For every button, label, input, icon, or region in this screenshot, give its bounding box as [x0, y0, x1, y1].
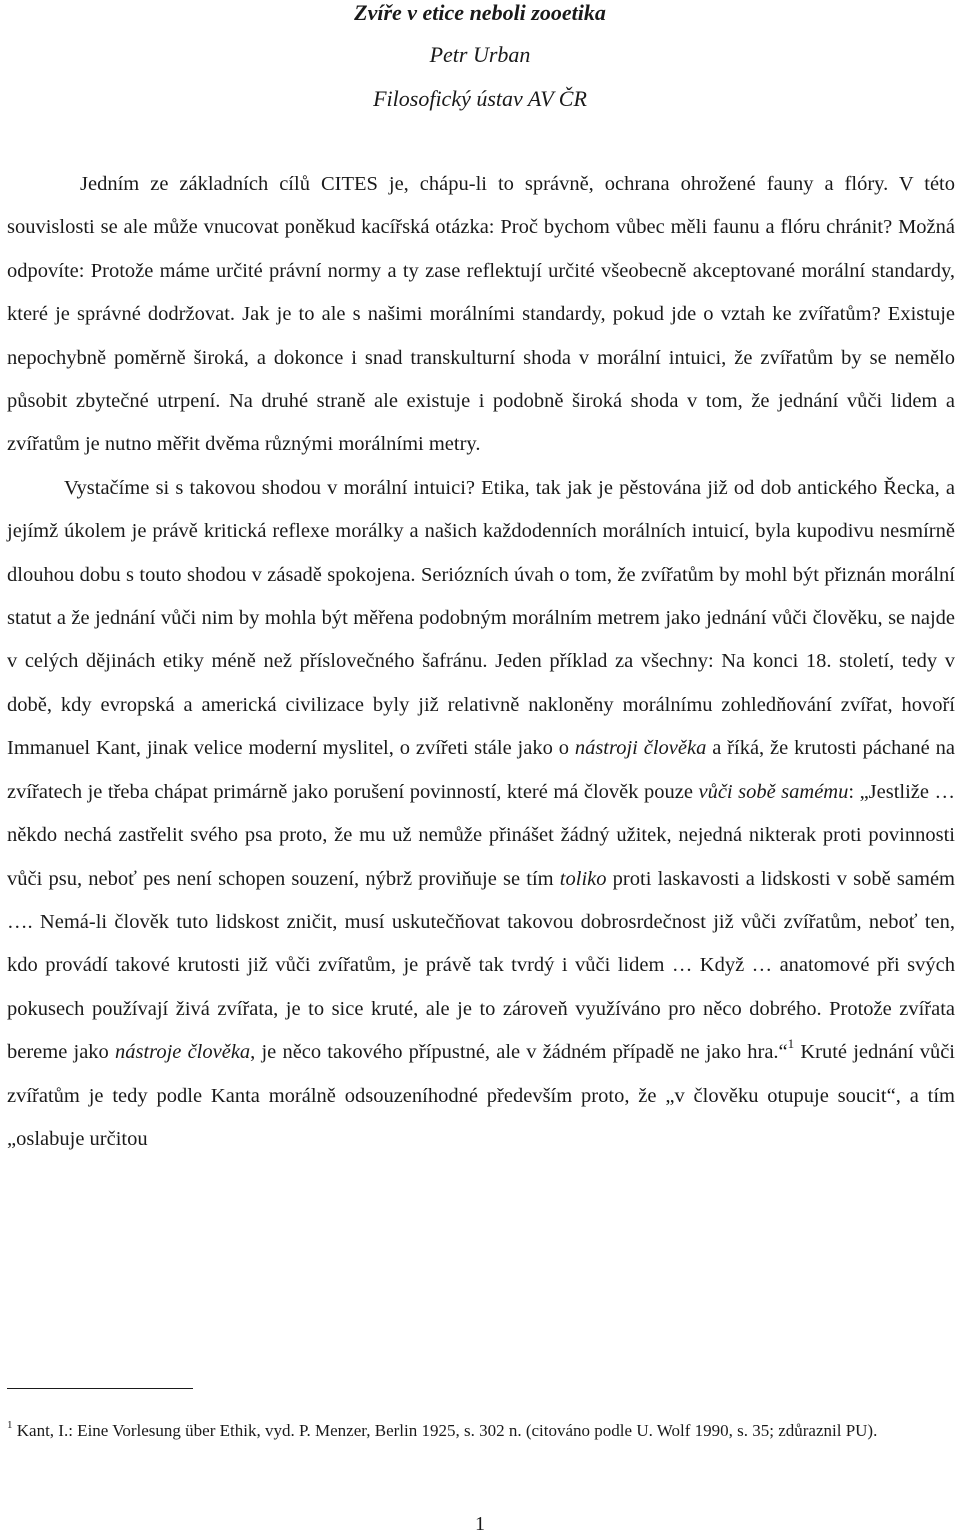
paragraph-2-text-e: , je něco takového přípustné, ale v žádném případě ne jako hra.“: [250, 1041, 788, 1064]
page-number: 1: [475, 1513, 485, 1535]
body-text: [7, 163, 955, 1161]
author-institute: Filosofický ústav AV ČR: [373, 86, 587, 111]
document-title: Zvíře v etice neboli zooetika: [354, 0, 606, 25]
paragraph-1: Jedním ze základních cílů CITES je, chápu-li to správně, ochrana ohrožené fauny a flóry. V této souvislosti se ale může vnucovat poněkud kacířská otázka: Proč bychom vůbec měli faunu a flóru chránit? Možná odpovíte: Protože máme určité právní normy a ty zase reflektují určité všeobecně akceptované morální standardy, které je správné dodržovat. Jak je to ale s našimi morálními standardy, pokud jde o vztah ke zvířatům? Existuje nepochybně poměrně široká, a dokonce i snad transkulturní shoda v morální intuici, že zvířatům by se nemělo působit zbytečné utrpení. Na druhé straně ale existuje i podobně široká shoda v tom, že jednání vůči lidem a zvířatům je nutno měřit dvěma různými morálními metry.: [7, 173, 955, 456]
emphasis-nastroje-cloveka: nástroje člověka: [114, 1041, 251, 1064]
emphasis-vuci-sobe-samemu: vůči sobě samému: [698, 780, 849, 803]
emphasis-toliko: toliko: [559, 867, 607, 890]
paragraph-2-text-c: : „Jestliže … někdo nechá zastřelit svého psa proto, že mu už nemůže přinášet žádný užitek, nejedná nikterak proti povinnosti vůči psu, neboť pes není schopen souzení, nýbrž proviňuje se tím: [7, 780, 955, 890]
author-name: Petr Urban: [429, 42, 531, 67]
paragraph-2-text-f: Kruté jednání vůči zvířatům je tedy podle Kanta morálně odsouzeníhodné především proto, že „v člověku otupuje soucit“, a tím „oslabuje určitou: [7, 1041, 956, 1150]
paragraph-2-text-b: a říká, že krutosti páchané na zvířatech je třeba chápat primárně jako porušení povinností, které má člověk pouze: [7, 737, 955, 803]
paragraph-2: [7, 467, 955, 1162]
footnote: [7, 1412, 942, 1444]
footnote-reference[interactable]: 1: [787, 1036, 795, 1052]
footnote-text: Kant, I.: Eine Vorlesung über Ethik, vyd. P. Menzer, Berlin 1925, s. 302 n. (citováno podle U. Wolf 1990, s. 35; zdůraznil PU).: [12, 1421, 878, 1440]
footnote-number: 1: [7, 1419, 13, 1431]
paragraph-2-text-a: Vystačíme si s takovou shodou v morální intuici? Etika, tak jak je pěstována již od dob antického Řecka, a jejímž úkolem je právě kritická reflexe morálky a našich každodenních morálních intuicí, byla kupodivu nesmírně dlouhou dobu s touto shodou v zásadě spokojena. Seriózních úvah o tom, že zvířatům by mohl být přiznán morální statut a že jednání vůči nim by mohla být měřena podobným morálním metrem jako jednání vůči člověku, se najde v celých dějinách etiky méně než příslovečného šafránu. Jeden příklad za všechny: Na konci 18. století, tedy v době, kdy evropská a americká civilizace byly již relativně nakloněny morálnímu zohledňování zvířat, hovoří Immanuel Kant, jinak velice moderní myslitel, o zvířeti stále jako o: [7, 476, 955, 760]
paragraph-2-text-d: proti laskavosti a lidskosti v sobě samém …. Nemá-li člověk tuto lidskost zničit, musí uskutečňovat takovou dobrosrdečnost již vůči zvířatům, neboť ten, kdo provádí takové krutosti již vůči zvířatům, je právě tak tvrdý i vůči lidem … Když … anatomové při svých pokusech používají živá zvířata, je to sice kruté, ale je to zároveň využíváno pro něco dobrého. Protože zvířata bereme jako: [7, 867, 955, 1064]
emphasis-nastroji-cloveka: nástroji člověka: [574, 737, 707, 760]
footnote-separator: [7, 1388, 193, 1389]
